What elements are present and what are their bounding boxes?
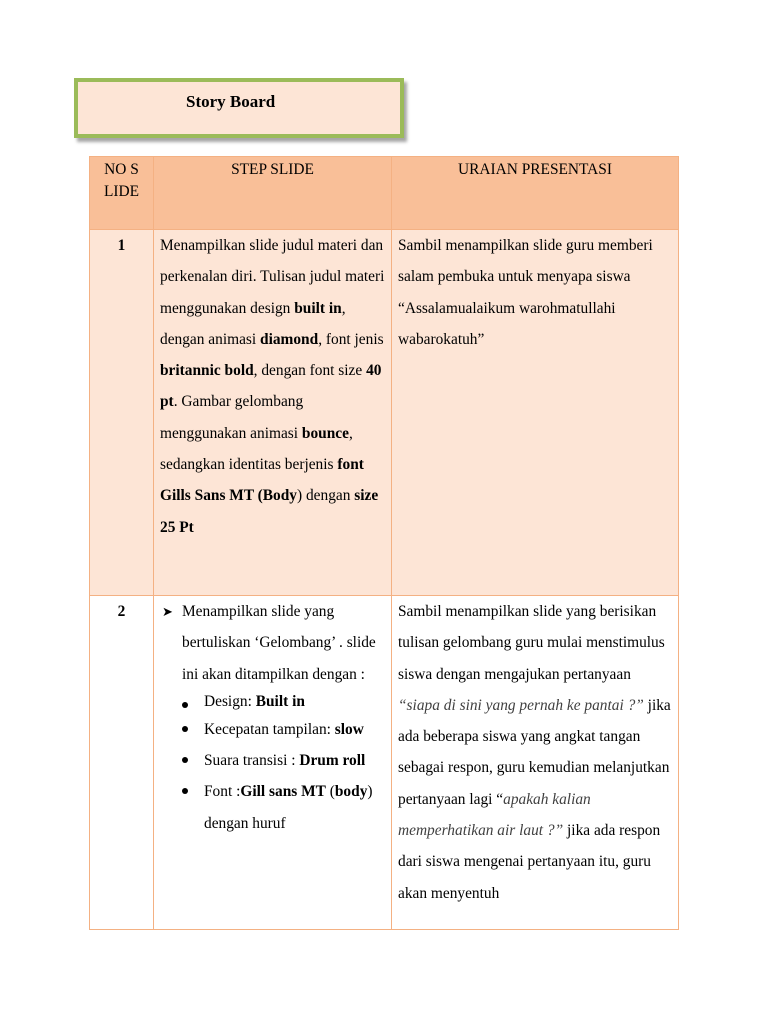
bullet-dot-icon [182,757,188,763]
step-text-run: britannic bold [160,362,254,380]
step-text-run: ) dengan [297,487,355,505]
header-uraian-presentasi: URAIAN PRESENTASI [392,157,679,230]
list-item [160,690,385,714]
bullet-value: Drum roll [299,752,366,770]
step-text-run: Menampilkan slide judul materi dan perkenalan diri. Tulisan judul materi menggunakan design [160,237,385,317]
bullet-extra: ( [325,783,335,801]
table-row [90,596,679,930]
uraian-text-run: jika ada respon dari siswa mengenai pertanyaan itu, guru akan menyentuh [398,822,661,902]
step-slide-cell [154,596,392,930]
step-text-run: , sedangkan identitas berjenis [160,424,353,474]
bullet-dot-icon [182,702,188,708]
uraian-text-run: apakah kalian memperhatikan air laut ?” [398,790,591,840]
bullet-extra-tail: ) dengan huruf [204,783,373,832]
uraian-text-run: “siapa di sini yang pernah ke pantai ?” [398,696,644,714]
bullet-label: Font : [204,783,241,801]
step-text-run: , font jenis [318,330,384,348]
bullet-label: Kecepatan tampilan: [204,720,335,738]
header-no-slide: NO SLIDE [90,157,154,230]
bullet-dot-icon [182,726,188,732]
step-text-run: , dengan font size [253,362,367,380]
step-text-run: , dengan animasi [160,299,346,348]
step-text-run: bounce [301,424,349,442]
list-item [160,596,385,690]
storyboard-table [89,156,679,930]
step-text-run: font Gills Sans MT (Body [160,456,364,505]
step-intro: Menampilkan slide yang bertuliskan ‘Gelombang’ . slide ini akan ditampilkan dengan : [182,603,376,683]
step-text-run: 40 pt [160,362,382,411]
title-box [74,78,404,138]
bullet-list [160,690,385,839]
row-number: 2 [90,596,154,930]
arrow-bullet-icon: ➤ [162,604,173,619]
uraian-cell [392,596,679,930]
bullet-extra-bold: body [334,783,368,801]
list-item [160,776,385,839]
bullet-value: slow [334,720,364,738]
header-step-slide: STEP SLIDE [154,157,392,230]
uraian-cell: Sambil menampilkan slide guru memberi salam pembuka untuk menyapa siswa “Assalamualaikum warohmatullahi wabarokatuh” [392,230,679,596]
table-row [90,230,679,596]
bullet-label: Suara transisi : [204,752,300,770]
step-text-run: built in [294,299,342,317]
step-slide-cell [154,230,392,596]
table-header-row [90,157,679,230]
list-item [160,745,385,776]
row-number: 1 [90,230,154,596]
uraian-text-run: Sambil menampilkan slide yang berisikan tulisan gelombang guru mulai menstimulus siswa dengan mengajukan pertanyaan [398,603,665,683]
page-title: Story Board [186,92,276,111]
step-text-run: . Gambar gelombang menggunakan animasi [160,393,304,442]
uraian-text-run: jika ada beberapa siswa yang angkat tangan sebagai respon, guru kemudian melanjutkan pertanyaan lagi “ [398,696,671,808]
step-text-run: diamond [260,330,319,348]
list-item [160,714,385,745]
bullet-dot-icon [182,788,188,794]
bullet-value: Gill sans MT [240,783,326,801]
bullet-label: Design: [204,692,256,710]
step-text-run: size 25 Pt [160,487,379,536]
bullet-value: Built in [255,692,305,710]
